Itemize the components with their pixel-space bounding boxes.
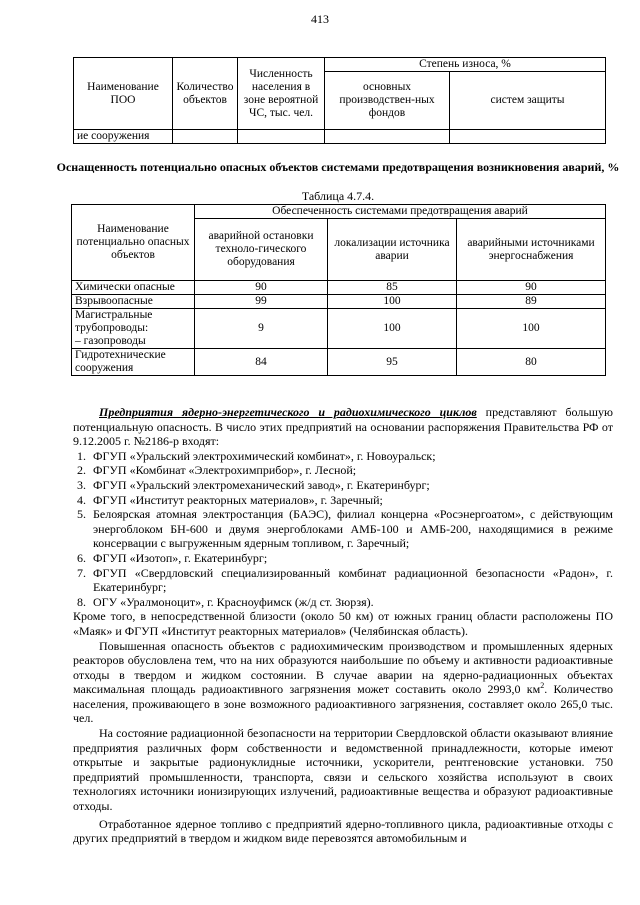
paragraph-danger — [73, 639, 613, 727]
body-text — [73, 405, 613, 846]
list-item-number: 7. — [77, 565, 86, 580]
t1-row-label: ие сооружения — [74, 130, 173, 144]
list-item-number: 6. — [77, 550, 86, 565]
list-item — [73, 507, 613, 551]
t2-cell-c: 89 — [457, 295, 606, 309]
list-item-text: ОГУ «Уралмоноцит», г. Красноуфимск (ж/д ст. Зюрзя). — [93, 594, 374, 609]
t1-header-population: Численность населения в зоне вероятной ЧС, тыс. чел. — [238, 58, 325, 130]
t1-header-funds: основных производствен-ных фондов — [325, 72, 450, 130]
table2-number: Таблица 4.7.4. — [301, 189, 375, 203]
table-row — [72, 309, 606, 349]
t1-header-wear: Степень износа, % — [325, 58, 606, 72]
t2-row-sub: – газопроводы — [75, 335, 146, 347]
intro-heading: Предприятия ядерно-энергетического и радиохимического циклов — [99, 405, 477, 419]
paragraph-danger-text-b: . Количество населения, проживающего в зоне возможного радиоактивного загрязнения, составляет около 265,0 тыс. чел. — [73, 682, 613, 726]
list-item-text: ФГУП «Уральский электрохимический комбинат», г. Новоуральск; — [93, 448, 436, 463]
list-item — [73, 493, 613, 508]
superscript: 2 — [540, 681, 545, 691]
table-prevention-systems — [71, 204, 606, 376]
list-item-number: 3. — [77, 477, 86, 492]
enterprise-list — [73, 449, 613, 610]
t2-cell-c: 100 — [457, 309, 606, 349]
intro-paragraph — [73, 405, 613, 449]
t2-cell-b: 95 — [328, 349, 457, 376]
t2-row-name: Взрывоопасные — [72, 295, 195, 309]
paragraph-nearby: Кроме того, в непосредственной близости (около 50 км) от южных границ области расположены ПО «Маяк» и ФГУП «Институт реакторных материалов» (Челябинская область). — [73, 609, 613, 638]
table2-title: Оснащенность потенциально опасных объектов системами предотвращения возникновения аварий, % — [56, 160, 620, 174]
table-row — [72, 349, 606, 376]
table-row — [72, 295, 606, 309]
list-item-text: ФГУП «Уральский электромеханический завод», г. Екатеринбург; — [93, 477, 430, 492]
t2-row-name-multiline — [72, 309, 195, 349]
paragraph-danger-text-a: Повышенная опасность объектов с радиохимическим производством и промышленных ядерных реакторов обусловлена тем, что на них образуются наибольшие по объему и активности радиоактивные отходы в твердом и жидком состоянии. В случае аварии на ядерно-радиационных объектах максимальная площадь радиоактивного загрязнения может составить около 2993,0 км — [73, 638, 613, 697]
table-equipment-wear — [73, 57, 606, 144]
t1-header-count: Количество объектов — [173, 58, 238, 130]
t1-cell — [450, 130, 606, 144]
list-item — [73, 478, 613, 493]
list-item-text: ФГУП «Свердловский специализированный комбинат радиационной безопасности «Радон», г. Екатеринбург; — [93, 565, 613, 595]
t2-cell-c: 80 — [457, 349, 606, 376]
list-item — [73, 595, 613, 610]
t2-cell-a: 84 — [195, 349, 328, 376]
t2-row-name: Гидротехнические сооружения — [72, 349, 195, 376]
t1-cell — [173, 130, 238, 144]
t2-header-a: аварийной остановки техноло-гического оборудования — [195, 219, 328, 281]
t1-cell — [238, 130, 325, 144]
list-item — [73, 566, 613, 595]
list-item — [73, 551, 613, 566]
list-item — [73, 463, 613, 478]
list-item-text: ФГУП «Изотоп», г. Екатеринбург; — [93, 550, 268, 565]
list-item-text: ФГУП «Институт реакторных материалов», г. Заречный; — [93, 492, 383, 507]
t2-cell-a: 9 — [195, 309, 328, 349]
list-item-number: 5. — [77, 507, 86, 522]
intro-text: представляют большую потенциальную опасность. В число этих предприятий на основании распоряжения Правительства РФ от 9.12.2005 г. №2186-р входят: — [73, 405, 613, 449]
list-item — [73, 449, 613, 464]
list-item-number: 8. — [77, 594, 86, 609]
list-item-number: 4. — [77, 492, 86, 507]
t2-header-group: Обеспеченность системами предотвращения аварий — [195, 205, 606, 219]
t1-header-protection: систем защиты — [450, 72, 606, 130]
t2-row-name: Химически опасные — [72, 281, 195, 295]
paragraph-spent-fuel: Отработанное ядерное топливо с предприятий ядерно-топливного цикла, радиоактивные отходы с других предприятий в твердом и жидком виде перевозятся автомобильным и — [73, 816, 613, 846]
t2-row-name: Магистральные трубопроводы: — [75, 309, 153, 334]
t1-cell — [325, 130, 450, 144]
t2-cell-b: 100 — [328, 309, 457, 349]
list-item-number: 2. — [77, 463, 86, 478]
t2-header-b: локализации источника аварии — [328, 219, 457, 281]
list-item-text: ФГУП «Комбинат «Электрохимприбор», г. Лесной; — [93, 463, 357, 478]
t2-cell-b: 85 — [328, 281, 457, 295]
paragraph-radiation-safety: На состояние радиационной безопасности на территории Свердловской области оказывают влияние предприятия различных форм собственности и ведомственной принадлежности, которые имеют открытые и закрытые радионуклидные источники, ускорители, рентгеновские установки. 750 предприятий промышленности, транспорта, связи и сельского хозяйства используют в своих технологиях источники ионизирующих излучений, радиоактивные вещества и образуют радиоактивные отходы. — [73, 726, 613, 814]
t2-cell-b: 100 — [328, 295, 457, 309]
t2-header-c: аварийными источниками энергоснабжения — [457, 219, 606, 281]
page-number: 413 — [311, 12, 329, 26]
list-item-text: Белоярская атомная электростанция (БАЭС), филиал концерна «Росэнергоатом», с действующим энергоблоком БН-600 и двумя энергоблоками АМБ-100 и АМБ-200, находящимися в режиме консервации с выгруженным ядерным топливом, г. Заречный; — [93, 507, 613, 551]
table-row — [72, 281, 606, 295]
t2-cell-a: 99 — [195, 295, 328, 309]
t2-header-name: Наименование потенциально опасных объектов — [72, 205, 195, 281]
t2-cell-a: 90 — [195, 281, 328, 295]
t2-cell-c: 90 — [457, 281, 606, 295]
list-item-number: 1. — [77, 448, 86, 463]
t1-header-name: Наименование ПОО — [74, 58, 173, 130]
